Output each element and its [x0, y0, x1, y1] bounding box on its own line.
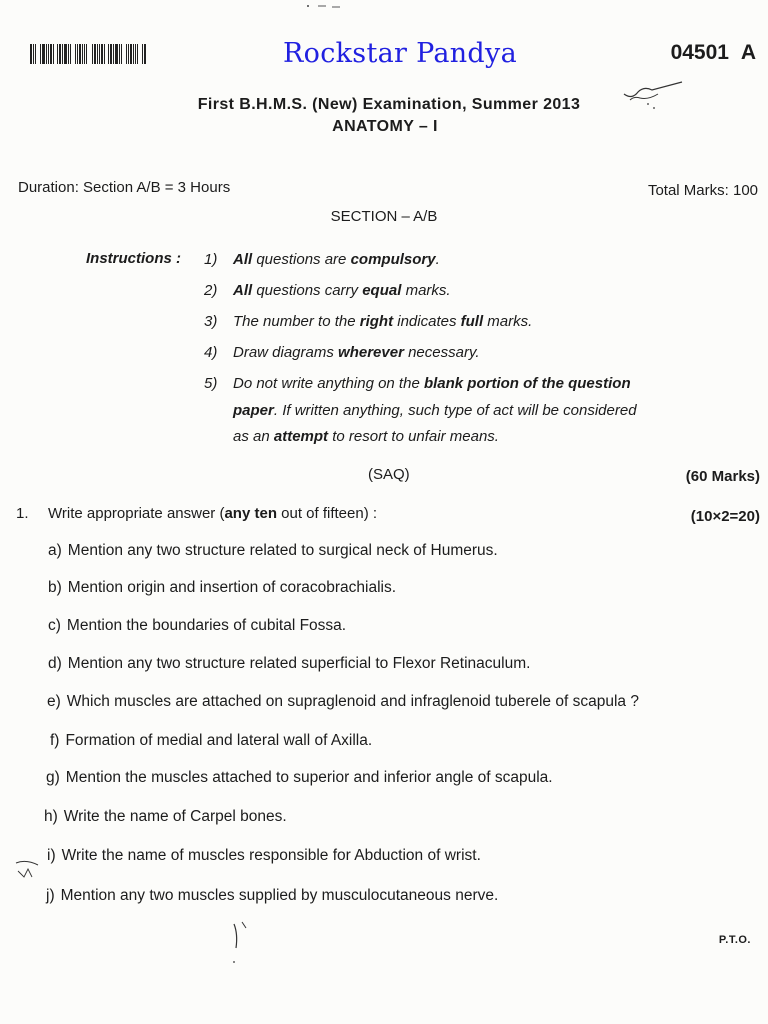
sub-question-label: i)	[47, 847, 56, 864]
bold-text-run: wherever	[338, 344, 404, 361]
saq-marks: (60 Marks)	[685, 468, 760, 485]
sub-question-item	[44, 808, 287, 826]
question-number: 1.	[16, 505, 29, 522]
watermark-text: Rockstar Pandya	[283, 38, 517, 69]
pto-text: P.T.O.	[718, 934, 751, 946]
bold-text-run: All	[233, 251, 253, 268]
saq-label: (SAQ)	[368, 466, 410, 483]
text-run: out of fifteen) :	[276, 505, 378, 522]
text-run: necessary.	[403, 344, 480, 361]
question-text	[48, 505, 377, 522]
instruction-text	[233, 282, 451, 299]
duration-text: Duration: Section A/B = 3 Hours	[18, 179, 231, 196]
bold-text-run: blank portion of the question	[423, 375, 631, 392]
instruction-number: 3)	[204, 313, 218, 330]
bold-text-run: right	[359, 313, 394, 330]
text-run: . If written anything, such type of act will be considered	[273, 402, 637, 419]
instruction-number: 5)	[204, 375, 218, 392]
sub-question-label: c)	[48, 617, 61, 634]
bold-text-run: any ten	[224, 505, 277, 522]
sub-question-label: j)	[46, 887, 55, 904]
text-run: to resort to unfair means.	[328, 428, 499, 445]
sub-question-text: Which muscles are attached on supraglenoid and infraglenoid tuberele of scapula ?	[66, 693, 639, 710]
sub-question-text: Write the name of Carpel bones.	[63, 808, 287, 825]
paper-code-number: 04501	[670, 41, 729, 64]
sub-question-text: Write the name of muscles responsible for Abduction of wrist.	[61, 847, 481, 864]
instruction-number: 2)	[204, 282, 218, 299]
sub-question-item	[47, 693, 639, 711]
text-run: questions carry	[252, 282, 363, 299]
total-marks-text: Total Marks: 100	[647, 182, 758, 199]
text-run: Write appropriate answer (	[48, 505, 225, 522]
sub-question-item	[50, 732, 372, 750]
instruction-continuation	[233, 402, 637, 419]
sub-question-text: Mention origin and insertion of coracobrachialis.	[67, 579, 397, 596]
instruction-number: 4)	[204, 344, 218, 361]
text-run: Do not write anything on the	[233, 375, 424, 392]
text-run: questions are	[252, 251, 351, 268]
text-run: .	[435, 251, 440, 268]
instruction-number: 1)	[204, 251, 218, 268]
sub-question-text: Mention any two muscles supplied by musculocutaneous nerve.	[60, 887, 499, 904]
text-run: The number to the	[233, 313, 360, 330]
bold-text-run: attempt	[273, 428, 329, 445]
paper-code	[671, 41, 756, 65]
exam-title: First B.H.M.S. (New) Examination, Summer 2013	[197, 96, 581, 113]
sub-question-item	[47, 847, 481, 865]
sub-question-label: h)	[44, 808, 58, 825]
instruction-text	[233, 313, 532, 330]
sub-question-item	[48, 542, 498, 560]
instruction-continuation	[233, 428, 499, 445]
sub-question-item	[48, 655, 530, 673]
sub-question-label: f)	[50, 732, 60, 749]
text-run: Draw diagrams	[233, 344, 339, 361]
subject-title: ANATOMY – I	[332, 118, 438, 135]
sub-question-item	[48, 617, 346, 635]
text-run: marks.	[401, 282, 451, 299]
text-run: indicates	[393, 313, 461, 330]
bold-text-run: full	[460, 313, 484, 330]
text-run: as an	[233, 428, 274, 445]
instruction-text	[233, 375, 631, 392]
sub-question-label: a)	[48, 542, 62, 559]
sub-question-text: Mention any two structure related to surgical neck of Humerus.	[67, 542, 498, 559]
question-marks: (10×2=20)	[690, 508, 760, 525]
sub-question-label: d)	[48, 655, 62, 672]
sub-question-text: Mention the boundaries of cubital Fossa.	[66, 617, 347, 634]
text-run: marks.	[483, 313, 533, 330]
sub-question-text: Formation of medial and lateral wall of Axilla.	[65, 732, 373, 749]
instructions-heading: Instructions :	[86, 250, 182, 267]
sub-question-item	[46, 769, 553, 787]
instruction-text	[233, 251, 440, 268]
sub-question-item	[48, 579, 396, 597]
bold-text-run: compulsory	[350, 251, 436, 268]
bold-text-run: paper	[233, 402, 274, 419]
sub-question-label: b)	[48, 579, 62, 596]
sub-question-text: Mention any two structure related superficial to Flexor Retinaculum.	[67, 655, 531, 672]
sub-question-text: Mention the muscles attached to superior and inferior angle of scapula.	[65, 769, 553, 786]
sub-question-label: g)	[46, 769, 60, 786]
sub-question-label: e)	[47, 693, 61, 710]
bold-text-run: All	[233, 282, 253, 299]
bold-text-run: equal	[362, 282, 402, 299]
instruction-text	[233, 344, 480, 361]
sub-question-item	[46, 887, 498, 905]
scan-speck-marks	[300, 0, 360, 14]
section-heading: SECTION – A/B	[330, 208, 438, 225]
handwritten-margin-mark	[14, 855, 50, 883]
handwritten-pen-stroke	[228, 920, 250, 968]
paper-set-letter: A	[740, 41, 756, 64]
